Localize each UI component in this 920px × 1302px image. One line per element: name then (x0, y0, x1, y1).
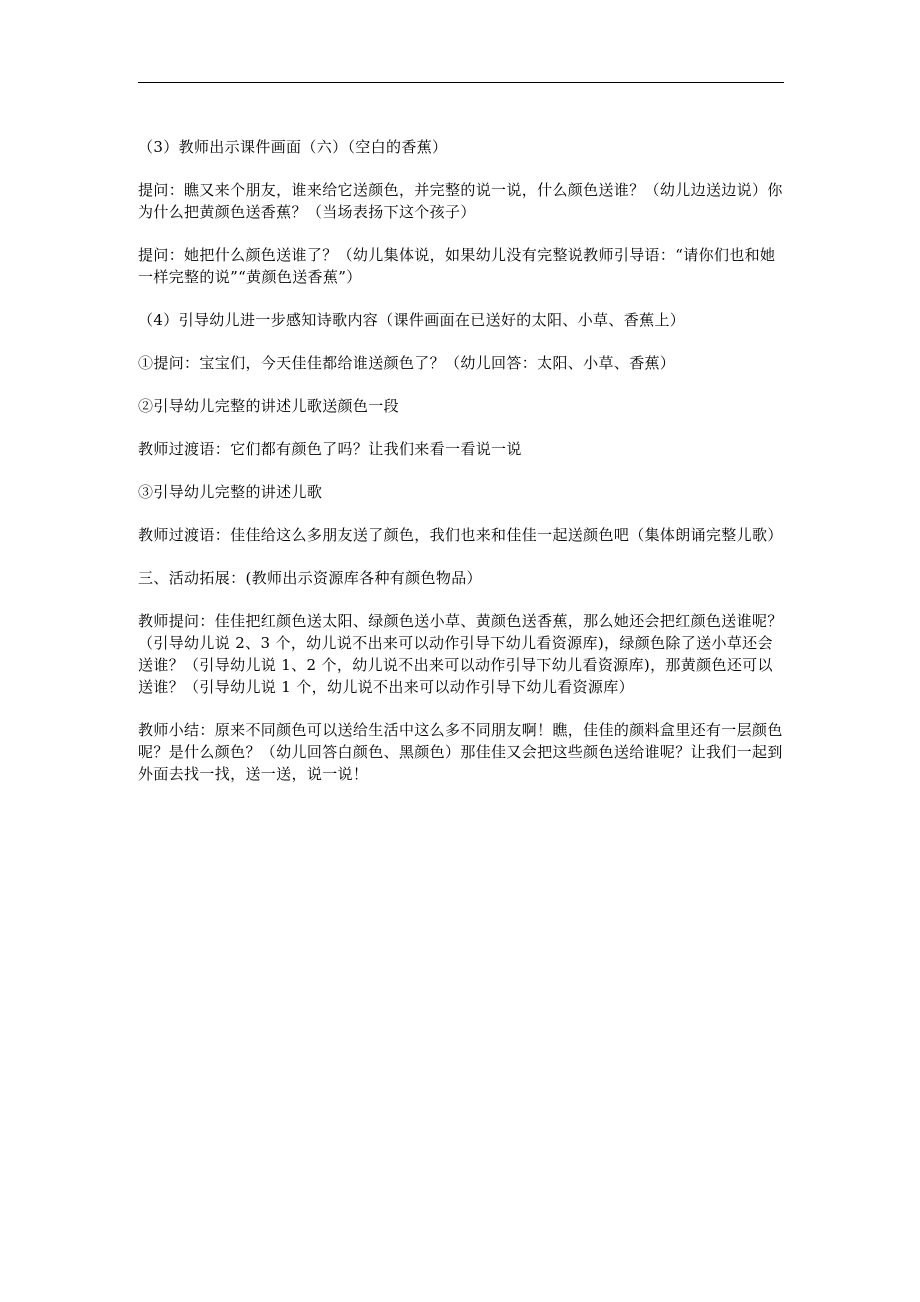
paragraph-teacher-summary: 教师小结：原来不同颜色可以送给生活中这么多不同朋友啊！瞧，佳佳的颜料盒里还有一层颜色呢？是什么颜色？（幼儿回答白颜色、黑颜色）那佳佳又会把这些颜色送给谁呢？让我们一起到外面去找一找，送一送，说一说！ (138, 721, 783, 783)
paragraph-step-3: （3）教师出示课件画面（六）（空白的香蕉） (138, 138, 448, 156)
paragraph-teacher-question: 教师提问：佳佳把红颜色送太阳、绿颜色送小草、黄颜色送香蕉，那么她还会把红颜色送谁呢？（引导幼儿说 2、3 个，幼儿说不出来可以动作引导下幼儿看资源库)，绿颜色除了送小草还会送谁？（引导幼儿说 1、2 个，幼儿说不出来可以动作引导下幼儿看资源库)，那黄颜色还可以送谁？（引导幼儿说 1 个，幼儿说不出来可以动作引导下幼儿看资源库） (138, 612, 783, 696)
paragraph-question-what-color: 提问：她把什么颜色送谁了？（幼儿集体说，如果幼儿没有完整说教师引导语：“请你们也和她一样完整的说”“黄颜色送香蕉”） (138, 246, 776, 286)
paragraph-item-2: ②引导幼儿完整的讲述儿歌送颜色一段 (138, 397, 399, 415)
paragraph-transition-1: 教师过渡语：它们都有颜色了吗？让我们来看一看说一说 (138, 440, 522, 458)
paragraph-transition-2: 教师过渡语：佳佳给这么多朋友送了颜色，我们也来和佳佳一起送颜色吧（集体朗诵完整儿歌） (138, 526, 783, 544)
section-heading-extension: 三、活动拓展：(教师出示资源库各种有颜色物品） (138, 569, 482, 587)
paragraph-item-3: ③引导幼儿完整的讲述儿歌 (138, 483, 323, 501)
paragraph-step-4: （4）引导幼儿进一步感知诗歌内容（课件画面在已送好的太阳、小草、香蕉上） (138, 311, 686, 329)
paragraph-item-1: ①提问：宝宝们，今天佳佳都给谁送颜色了？（幼儿回答：太阳、小草、香蕉） (138, 354, 676, 372)
paragraph-question-color-banana: 提问：瞧又来个朋友，谁来给它送颜色，并完整的说一说，什么颜色送谁？（幼儿边送边说）你为什么把黄颜色送香蕉？（当场表扬下这个孩子） (138, 181, 783, 221)
document-body (138, 136, 788, 806)
header-rule (138, 82, 784, 83)
